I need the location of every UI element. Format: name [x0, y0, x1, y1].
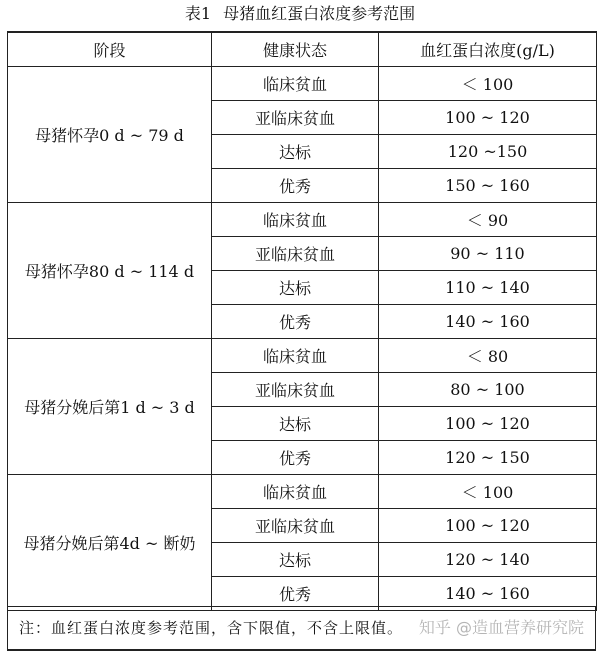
status-cell: 达标: [212, 135, 379, 169]
value-cell: 140 ~ 160: [379, 577, 597, 611]
stage-cell: 母猪分娩后第4d ~ 断奶: [8, 475, 212, 611]
value-cell: 120 ~150: [379, 135, 597, 169]
value-cell: 150 ~ 160: [379, 169, 597, 203]
stage-cell: 母猪怀孕0 d ~ 79 d: [8, 67, 212, 203]
table-row: [8, 203, 597, 237]
table-caption: [0, 2, 600, 26]
status-cell: 亚临床贫血: [212, 237, 379, 271]
status-cell: 优秀: [212, 577, 379, 611]
status-cell: 优秀: [212, 169, 379, 203]
status-cell: 达标: [212, 543, 379, 577]
footnote-text: 注：血红蛋白浓度参考范围，含下限值，不含上限值。: [19, 619, 404, 637]
value-cell: 140 ~ 160: [379, 305, 597, 339]
caption-title: 母猪血红蛋白浓度参考范围: [223, 4, 416, 23]
status-cell: 临床贫血: [212, 339, 379, 373]
header-health-status: 健康状态: [212, 32, 379, 67]
value-cell: 80 ~ 100: [379, 373, 597, 407]
value-cell: 110 ~ 140: [379, 271, 597, 305]
status-cell: 亚临床贫血: [212, 373, 379, 407]
status-cell: 亚临床贫血: [212, 509, 379, 543]
watermark: 知乎 @造血营养研究院: [418, 618, 584, 637]
header-hemoglobin-concentration: 血红蛋白浓度(g/L): [379, 32, 597, 67]
value-cell: 120 ~ 150: [379, 441, 597, 475]
table-row: [8, 475, 597, 509]
value-cell: ＜ 90: [379, 203, 597, 237]
value-cell: 120 ~ 140: [379, 543, 597, 577]
value-cell: 90 ~ 110: [379, 237, 597, 271]
status-cell: 优秀: [212, 305, 379, 339]
status-cell: 亚临床贫血: [212, 101, 379, 135]
table-header-row: [8, 32, 597, 67]
status-cell: 达标: [212, 271, 379, 305]
table-footnote: [7, 606, 596, 651]
stage-cell: 母猪分娩后第1 d ~ 3 d: [8, 339, 212, 475]
status-cell: 临床贫血: [212, 203, 379, 237]
value-cell: 100 ~ 120: [379, 101, 597, 135]
header-stage: 阶段: [8, 32, 212, 67]
stage-cell: 母猪怀孕80 d ~ 114 d: [8, 203, 212, 339]
hemoglobin-reference-table: [7, 31, 597, 611]
status-cell: 临床贫血: [212, 475, 379, 509]
status-cell: 优秀: [212, 441, 379, 475]
table-row: [8, 339, 597, 373]
status-cell: 临床贫血: [212, 67, 379, 101]
table-row: [8, 67, 597, 101]
status-cell: 达标: [212, 407, 379, 441]
value-cell: 100 ~ 120: [379, 509, 597, 543]
caption-number: 表1: [184, 4, 212, 23]
value-cell: ＜ 80: [379, 339, 597, 373]
value-cell: 100 ~ 120: [379, 407, 597, 441]
value-cell: ＜ 100: [379, 475, 597, 509]
value-cell: ＜ 100: [379, 67, 597, 101]
